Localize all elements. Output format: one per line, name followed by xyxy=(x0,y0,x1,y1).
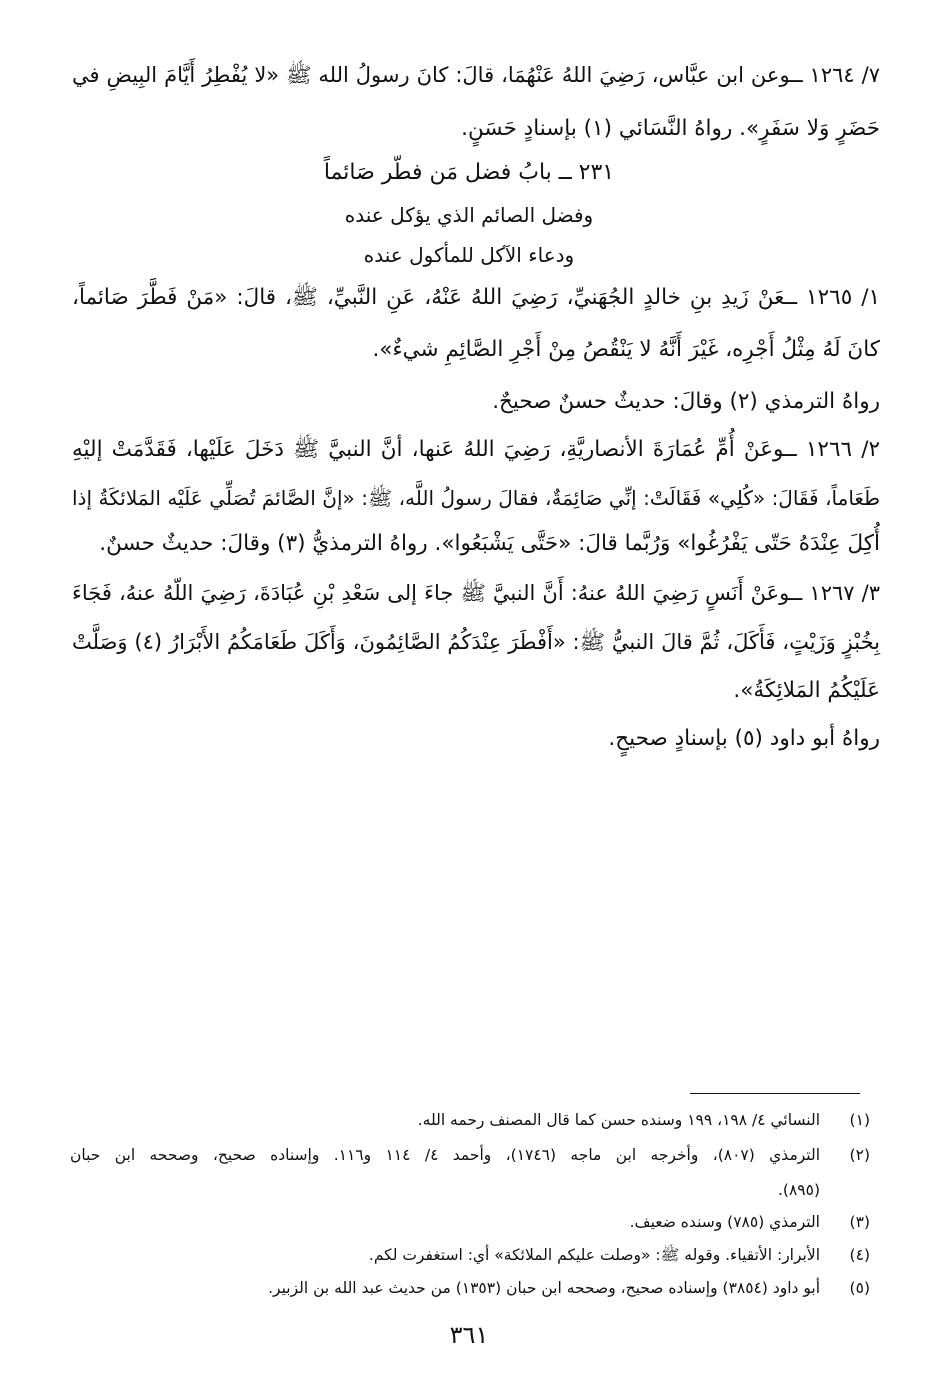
hadith-1267-line-1: ٣/ ١٢٦٧ ــوعَنْ أَنَسٍ رَضِيَ اللهُ عنهُ: أَنَّ النبيَّ ﷺ جاءَ إلى سَعْدِ بْنِ عُبَادَةَ، رَضِيَ اللّهُ عنهُ، فَجَاءَ xyxy=(72,581,880,605)
chapter-subtitle-2: ودعاء الآكل للمأكول عنده xyxy=(363,243,575,267)
footnote-number: (٥) xyxy=(849,1279,870,1297)
chapter-title: ٢٣١ ــ بابُ فضل مَن فطّر صَائماً xyxy=(323,160,615,185)
hadith-1264-line-2: حَضَرٍ وَلا سَفَرٍ». رواهُ النَّسَائي (١) بإسنادٍ حَسَنٍ. xyxy=(461,116,880,141)
footnote-text: النسائي ٤/ ١٩٨، ١٩٩ وسنده حسن كما قال المصنف رحمه الله. xyxy=(417,1111,820,1129)
footnote-number: (٢) xyxy=(849,1146,870,1164)
hadith-1267-line-3: عَلَيْكُمُ المَلائِكَةُ». xyxy=(733,678,880,703)
hadith-1266-line-3: أُكِلَ عِنْدَهُ حَتّى يَفْرُغُوا» وَرُبَّما قالَ: «حَتَّى يَشْبَعُوا». رواهُ الترمذيُّ (٣) وقالَ: حديثٌ حسنٌ. xyxy=(99,531,880,556)
footnote-text: أبو داود (٣٨٥٤) وإسناده صحيح، وصححه ابن حبان (١٣٥٣) من حديث عبد الله بن الزبير. xyxy=(268,1279,820,1297)
hadith-1267-line-2: بِخُبْزٍ وَزَيْتٍ، فَأَكَلَ، ثُمَّ قالَ النبيُّ ﷺ: «أَفْطَرَ عِنْدَكُمُ الصَّائِمُونَ، وَأَكَلَ طَعَامَكُمُ الأَبْرَارُ (٤) وَصَلَّتْ xyxy=(72,630,880,654)
hadith-1265-line-2: كانَ لَهُ مِثْلُ أَجْرِه، غَيْرَ أَنَّهُ لا يَنْقُصُ مِنْ أَجْرِ الصَّائِمِ شيءٌ». xyxy=(372,337,880,362)
hadith-1266-line-1: ٢/ ١٢٦٦ ــوعَنْ أُمِّ عُمَارَةَ الأنصاريَّةِ، رَضِيَ اللهُ عَنها، أنَّ النبيَّ ﷺ دَخَلَ عَلَيْها، فَقَدَّمَتْ إليْهِ xyxy=(72,437,880,462)
footnote-number: (٣) xyxy=(849,1213,870,1231)
footnote-number: (١) xyxy=(849,1111,870,1129)
footnote-number: (٤) xyxy=(849,1246,870,1264)
hadith-1266-line-2: طَعَاماً، فَقَالَ: «كُلِي» فَقَالَتْ: إنِّي صَائِمَةٌ، فقالَ رسولُ اللَّه، ﷺ: «إنَّ الصَّائمَ تُصَلِّي عَلَيْه المَلائكَةُ إذا xyxy=(72,486,880,510)
footnote-text: الترمذي (٧٨٥) وسنده ضعيف. xyxy=(629,1213,820,1231)
hadith-1265-source: رواهُ الترمذي (٢) وقالَ: حديثٌ حسنٌ صحيحٌ. xyxy=(492,389,880,414)
chapter-subtitle-1: وفضل الصائم الذي يؤكل عنده xyxy=(344,203,594,227)
footnote-text: الترمذي (٨٠٧)، وأخرجه ابن ماجه (١٧٤٦)، وأحمد ٤/ ١١٤ و١١٦. وإسناده صحيح، وصححه ابن حبان xyxy=(70,1146,821,1164)
hadith-1264-line-1: ٧/ ١٢٦٤ ــوعن ابن عبَّاس، رَضِيَ اللهُ عَنْهُمَا، قالَ: كانَ رسولُ الله ﷺ «لا يُفْطِرُ أَيَّامَ البِيضِ في xyxy=(72,63,880,87)
hadith-1267-source: رواهُ أبو داود (٥) بإسنادٍ صحيحٍ. xyxy=(608,726,880,751)
hadith-1265-line-1: ١/ ١٢٦٥ ــعَنْ زَيدِ بنِ خالدٍ الجُهَنيِّ، رَضِيَ اللهُ عَنْهُ، عَنِ النَّبيِّ، ﷺ، قالَ: «مَنْ فَطَّرَ صَائماً، xyxy=(72,285,881,310)
footnote-text: الأبرار: الأتقياء. وقوله ﷺ: «وصلت عليكم الملائكة» أي: استغفرت لكم. xyxy=(368,1246,820,1264)
page-number: ٣٦١ xyxy=(449,1321,489,1349)
footnote-separator xyxy=(690,1093,860,1094)
footnote-text-continued: (٨٩٥). xyxy=(777,1181,820,1199)
